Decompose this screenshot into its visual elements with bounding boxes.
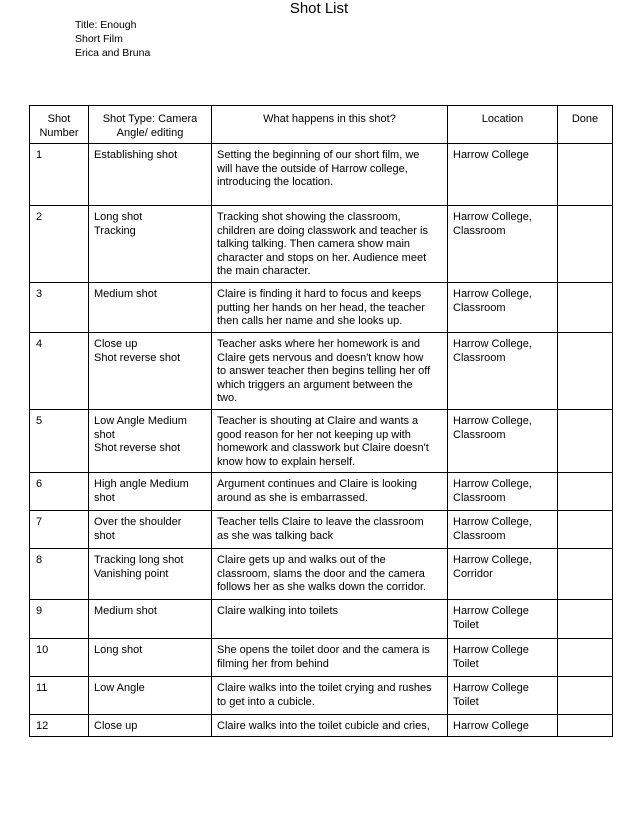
cell-description-line: Claire is finding it hard to focus and keeps <box>217 288 422 300</box>
header-shot-number: Shot Number <box>30 106 89 144</box>
cell-shot-type <box>89 206 212 283</box>
cell-shot-type <box>89 677 212 715</box>
cell-location-line: Classroom <box>453 529 506 542</box>
cell-shot-type-line: Tracking <box>94 224 136 237</box>
cell-shot-type-line: Long shot <box>94 644 143 656</box>
cell-description-line: Argument continues and Claire is looking <box>217 478 417 490</box>
cell-description-line: will have the outside of Harrow college, <box>217 162 408 175</box>
table-row <box>30 549 613 600</box>
cell-shot-type <box>89 333 212 410</box>
cell-location-line: Harrow College, <box>453 338 532 350</box>
cell-shot-type-line: High angle Medium <box>94 478 189 490</box>
meta-authors: Erica and Bruna <box>75 47 151 59</box>
cell-description-line: introducing the location. <box>217 176 334 188</box>
cell-location <box>448 600 558 639</box>
cell-location <box>448 283 558 333</box>
cell-description-line: children are doing classwork and teacher is <box>217 224 428 237</box>
cell-description <box>212 333 448 410</box>
cell-location <box>448 677 558 715</box>
cell-description <box>212 283 448 333</box>
cell-location <box>448 144 558 206</box>
cell-description-line: around as she is embarrassed. <box>217 491 369 504</box>
cell-description <box>212 410 448 473</box>
table-row <box>30 206 613 283</box>
table-row <box>30 410 613 473</box>
cell-shot-type <box>89 549 212 600</box>
cell-shot-type-line: Shot reverse shot <box>94 442 181 454</box>
cell-done <box>558 639 613 677</box>
cell-location-line: Harrow College <box>453 644 529 656</box>
cell-description-line: classroom, slams the door and the camera <box>217 567 425 580</box>
cell-shot-type-line: shot <box>94 491 115 504</box>
cell-location-line: Toilet <box>453 657 479 670</box>
cell-location <box>448 473 558 511</box>
cell-description <box>212 144 448 206</box>
cell-done <box>558 473 613 511</box>
cell-location-line: Harrow College, <box>453 554 532 566</box>
table-row <box>30 283 613 333</box>
cell-location <box>448 206 558 283</box>
cell-shot-type <box>89 473 212 511</box>
cell-description-line: Claire walking into toilets <box>217 605 339 617</box>
cell-location-line: Classroom <box>453 224 506 237</box>
cell-description <box>212 677 448 715</box>
cell-shot-type-line: Close up <box>94 338 138 350</box>
cell-shot-type-line: Long shot <box>94 211 143 223</box>
cell-done <box>558 410 613 473</box>
table-row <box>30 715 613 737</box>
cell-location-line: Classroom <box>453 491 506 504</box>
table-header-row <box>30 106 613 144</box>
cell-description-line: two. <box>217 392 238 404</box>
cell-location-line: Harrow College <box>453 682 529 694</box>
document-meta <box>75 18 150 60</box>
cell-shot-type-line: Tracking long shot <box>94 554 184 566</box>
meta-title: Title: Enough <box>75 19 137 31</box>
cell-done <box>558 283 613 333</box>
cell-location-line: Harrow College <box>453 605 529 617</box>
cell-shot-number: 6 <box>30 473 89 511</box>
cell-description-line: to get into a cubicle. <box>217 695 315 708</box>
table-row <box>30 600 613 639</box>
cell-description-line: Tracking shot showing the classroom, <box>217 211 401 223</box>
cell-location-line: Classroom <box>453 351 506 364</box>
cell-shot-type <box>89 144 212 206</box>
cell-description <box>212 600 448 639</box>
table-row <box>30 677 613 715</box>
table-row <box>30 333 613 410</box>
cell-shot-type-line: Vanishing point <box>94 567 169 580</box>
cell-description-line: the main character. <box>217 265 311 277</box>
cell-description-line: She opens the toilet door and the camera is <box>217 644 430 656</box>
cell-shot-number: 8 <box>30 549 89 600</box>
cell-description-line: good reason for her not keeping up with <box>217 428 411 441</box>
cell-location <box>448 511 558 549</box>
cell-description-line: Claire walks into the toilet crying and rushes <box>217 682 432 694</box>
cell-shot-number: 3 <box>30 283 89 333</box>
header-what-happens: What happens in this shot? <box>212 106 448 144</box>
cell-description-line: to answer teacher then begins telling her off <box>217 365 431 377</box>
cell-location <box>448 639 558 677</box>
cell-shot-number: 4 <box>30 333 89 410</box>
cell-shot-type-line: shot <box>94 529 115 542</box>
cell-description <box>212 715 448 737</box>
meta-format: Short Film <box>75 33 123 45</box>
table-row <box>30 144 613 206</box>
cell-description-line: filming her from behind <box>217 657 329 670</box>
cell-location-line: Harrow College, <box>453 288 532 300</box>
cell-done <box>558 715 613 737</box>
cell-done <box>558 511 613 549</box>
cell-location <box>448 715 558 737</box>
table-row <box>30 511 613 549</box>
shot-list-table <box>29 105 613 737</box>
table-row <box>30 639 613 677</box>
cell-description-line: talking talking. Then camera show main <box>217 238 411 250</box>
cell-description-line: then calls her name and she looks up. <box>217 315 403 327</box>
cell-shot-number: 1 <box>30 144 89 206</box>
cell-shot-number: 11 <box>30 677 89 715</box>
cell-location-line: Harrow College <box>453 149 529 161</box>
cell-shot-number: 7 <box>30 511 89 549</box>
cell-shot-type-line: Shot reverse shot <box>94 351 181 364</box>
cell-location-line: Harrow College, <box>453 415 532 427</box>
cell-shot-number: 9 <box>30 600 89 639</box>
cell-description <box>212 639 448 677</box>
cell-description-line: know how to explain herself. <box>217 455 356 468</box>
cell-description <box>212 206 448 283</box>
cell-description-line: Teacher tells Claire to leave the classroom <box>217 516 424 528</box>
cell-description <box>212 473 448 511</box>
cell-shot-number: 2 <box>30 206 89 283</box>
header-done: Done <box>558 106 613 144</box>
cell-location-line: Harrow College, <box>453 516 532 528</box>
cell-description-line: homework and classwork but Claire doesn't <box>217 442 429 454</box>
cell-description-line: Teacher is shouting at Claire and wants a <box>217 415 419 427</box>
cell-description-line: character and stops on her. Audience meet <box>217 251 427 264</box>
cell-location-line: Harrow College <box>453 720 529 732</box>
cell-done <box>558 600 613 639</box>
cell-location <box>448 333 558 410</box>
cell-location-line: Harrow College, <box>453 211 532 223</box>
cell-shot-type-line: Establishing shot <box>94 149 178 161</box>
cell-location-line: Harrow College, <box>453 478 532 490</box>
cell-shot-type <box>89 410 212 473</box>
cell-description <box>212 549 448 600</box>
cell-location-line: Corridor <box>453 567 493 580</box>
cell-location <box>448 410 558 473</box>
cell-done <box>558 206 613 283</box>
cell-shot-type-line: Close up <box>94 720 138 732</box>
cell-shot-type-line: Medium shot <box>94 605 157 617</box>
cell-shot-type-line: shot <box>94 428 115 441</box>
cell-shot-number: 12 <box>30 715 89 737</box>
cell-done <box>558 549 613 600</box>
cell-description-line: which triggers an argument between the <box>217 378 413 391</box>
cell-location-line: Classroom <box>453 428 506 441</box>
page-title: Shot List <box>289 0 349 17</box>
cell-location <box>448 549 558 600</box>
cell-description-line: Claire walks into the toilet cubicle and cries, <box>217 720 430 732</box>
header-shot-type: Shot Type: Camera Angle/ editing <box>89 106 212 144</box>
cell-shot-type <box>89 600 212 639</box>
cell-shot-type-line: Low Angle Medium <box>94 415 187 427</box>
cell-description-line: Setting the beginning of our short film, we <box>217 149 420 161</box>
cell-shot-type-line: Low Angle <box>94 682 145 694</box>
cell-shot-number: 5 <box>30 410 89 473</box>
cell-shot-type <box>89 639 212 677</box>
cell-done <box>558 144 613 206</box>
cell-description-line: as she was talking back <box>217 529 334 542</box>
cell-shot-type <box>89 511 212 549</box>
cell-description <box>212 511 448 549</box>
cell-description-line: Teacher asks where her homework is and <box>217 338 420 350</box>
cell-shot-number: 10 <box>30 639 89 677</box>
cell-shot-type <box>89 715 212 737</box>
cell-shot-type-line: Over the shoulder <box>94 516 182 528</box>
header-location: Location <box>448 106 558 144</box>
cell-shot-type-line: Medium shot <box>94 288 157 300</box>
table-row <box>30 473 613 511</box>
cell-location-line: Classroom <box>453 301 506 314</box>
cell-description-line: putting her hands on her head, the teacher <box>217 301 425 314</box>
cell-description-line: follows her as she walks down the corridor. <box>217 581 427 593</box>
cell-description-line: Claire gets nervous and doesn't know how <box>217 351 424 364</box>
cell-location-line: Toilet <box>453 695 479 708</box>
cell-done <box>558 333 613 410</box>
table-body <box>30 144 613 737</box>
cell-description-line: Claire gets up and walks out of the <box>217 554 386 566</box>
cell-shot-type <box>89 283 212 333</box>
cell-done <box>558 677 613 715</box>
cell-location-line: Toilet <box>453 618 479 631</box>
